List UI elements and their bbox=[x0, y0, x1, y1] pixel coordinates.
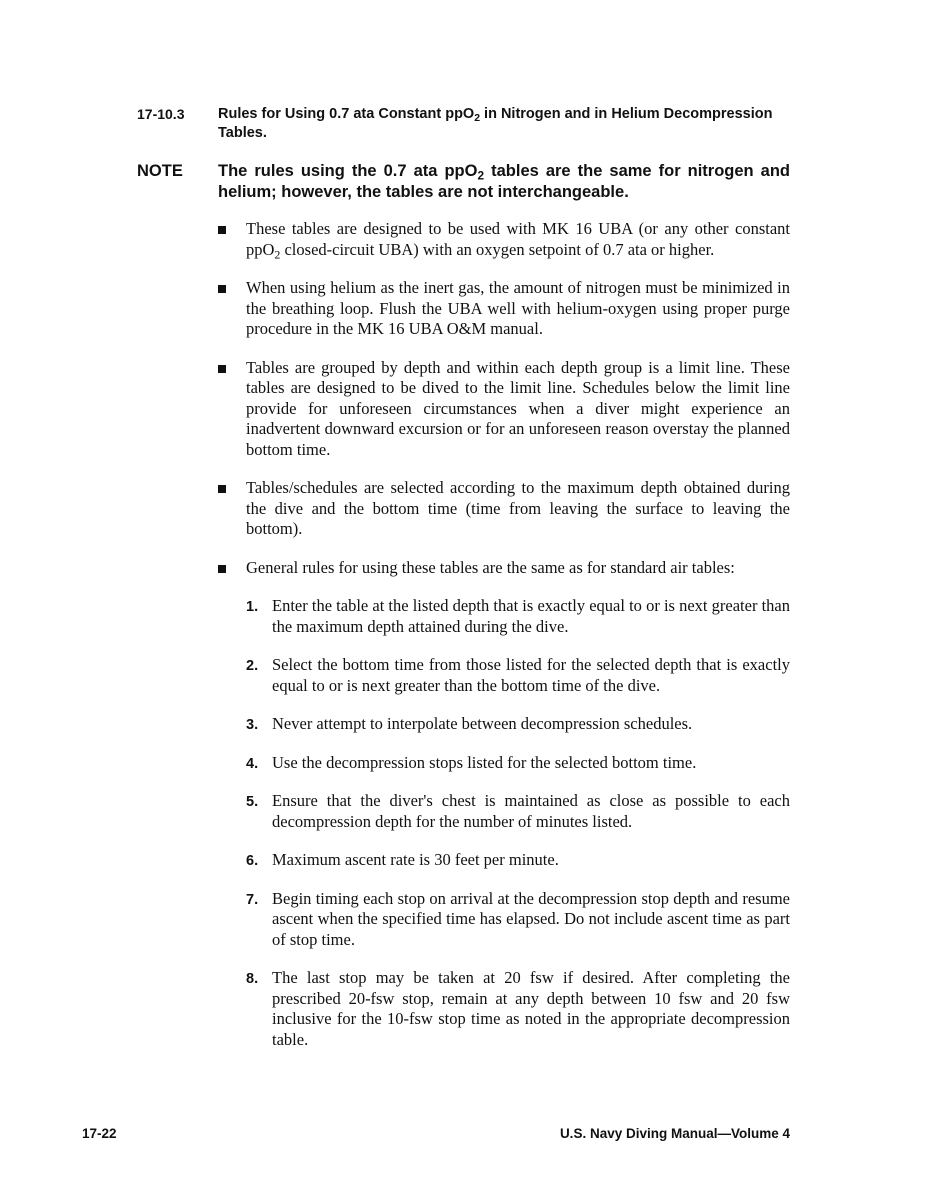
rule-number: 2. bbox=[246, 658, 259, 674]
rule-item bbox=[218, 889, 790, 951]
bullet-square-icon bbox=[218, 285, 226, 293]
rule-number: 6. bbox=[246, 853, 259, 869]
rule-number: 3. bbox=[246, 717, 259, 733]
rule-number: 7. bbox=[246, 891, 259, 908]
rule-text: Never attempt to interpolate between decompression schedules. bbox=[272, 714, 693, 733]
rule-item bbox=[218, 753, 790, 774]
numbered-rules-list bbox=[218, 596, 790, 1050]
bullet-item: When using helium as the inert gas, the amount of nitrogen must be minimized in the breathing loop. Flush the UBA well with helium-oxygen using proper purge procedure in the MK 16 UBA O&M manual. bbox=[218, 278, 790, 340]
rule-text: Select the bottom time from those listed for the selected depth that is exactly equal to or is next greater than the bottom time of the dive. bbox=[272, 655, 790, 695]
rule-item bbox=[218, 850, 790, 871]
section-title: Rules for Using 0.7 ata Constant ppO$_2$ in Nitrogen and in Helium Decompression Tables. bbox=[218, 106, 773, 141]
rule-text: The last stop may be taken at 20 fsw if desired. After completing the prescribed 20-fsw stop, remain at any depth between 10 fsw and 20 fsw inclusive for the 10-fsw stop time as noted in the appropriate decompression table. bbox=[272, 968, 790, 1049]
bullet-square-icon bbox=[218, 565, 226, 573]
rule-item bbox=[218, 714, 790, 735]
rule-text: Use the decompression stops listed for the selected bottom time. bbox=[272, 752, 697, 772]
footer-title: U.S. Navy Diving Manual—Volume 4 bbox=[559, 1126, 790, 1141]
rule-number: 4. bbox=[246, 755, 259, 772]
bullet-square-icon bbox=[218, 365, 226, 373]
rule-item bbox=[218, 655, 790, 696]
rule-number: 1. bbox=[246, 599, 259, 615]
rule-text: Begin timing each stop on arrival at the decompression stop depth and resume ascent when the specified time has elapsed. Do not include ascent time as part of stop time. bbox=[272, 888, 790, 949]
rules-content bbox=[218, 219, 790, 1068]
bullet-item: These tables are designed to be used with MK 16 UBA (or any other constant ppO$_2$ closed-circuit UBA) with an oxygen setpoint of 0.7 ata or higher. bbox=[218, 219, 790, 260]
bullet-item: General rules for using these tables are the same as for standard air tables: bbox=[218, 558, 790, 579]
rule-text: Maximum ascent rate is 30 feet per minute. bbox=[272, 850, 559, 869]
rule-number: 5. bbox=[246, 794, 259, 810]
section-number: 17-10.3 bbox=[137, 106, 185, 122]
note-label: NOTE bbox=[137, 162, 183, 180]
note-text: The rules using the 0.7 ata ppO$_2$ tables are the same for nitrogen and helium; however, the tables are not interchangeable. bbox=[218, 162, 790, 201]
bullet-square-icon bbox=[218, 226, 226, 234]
rule-item bbox=[218, 791, 790, 832]
rule-item bbox=[218, 968, 790, 1050]
rule-number: 8. bbox=[246, 971, 259, 987]
bullet-item: Tables are grouped by depth and within each depth group is a limit line. These tables are designed to be dived to the limit line. Schedules below the limit line provide for unforeseen circumstances when a diver might experience an inadvertent downward excursion or for an unforeseen reason overstay the planned bottom time. bbox=[218, 358, 790, 461]
bullet-item: Tables/schedules are selected according to the maximum depth obtained during the dive and the bottom time (time from leaving the surface to leaving the bottom). bbox=[218, 478, 790, 540]
bullet-square-icon bbox=[218, 485, 226, 493]
page-number: 17-22 bbox=[82, 1126, 117, 1141]
rule-text: Ensure that the diver's chest is maintained as close as possible to each decompression depth for the number of minutes listed. bbox=[272, 791, 790, 831]
rule-text: Enter the table at the listed depth that is exactly equal to or is next greater than the maximum depth attained during the dive. bbox=[272, 596, 790, 636]
rule-item bbox=[218, 596, 790, 637]
